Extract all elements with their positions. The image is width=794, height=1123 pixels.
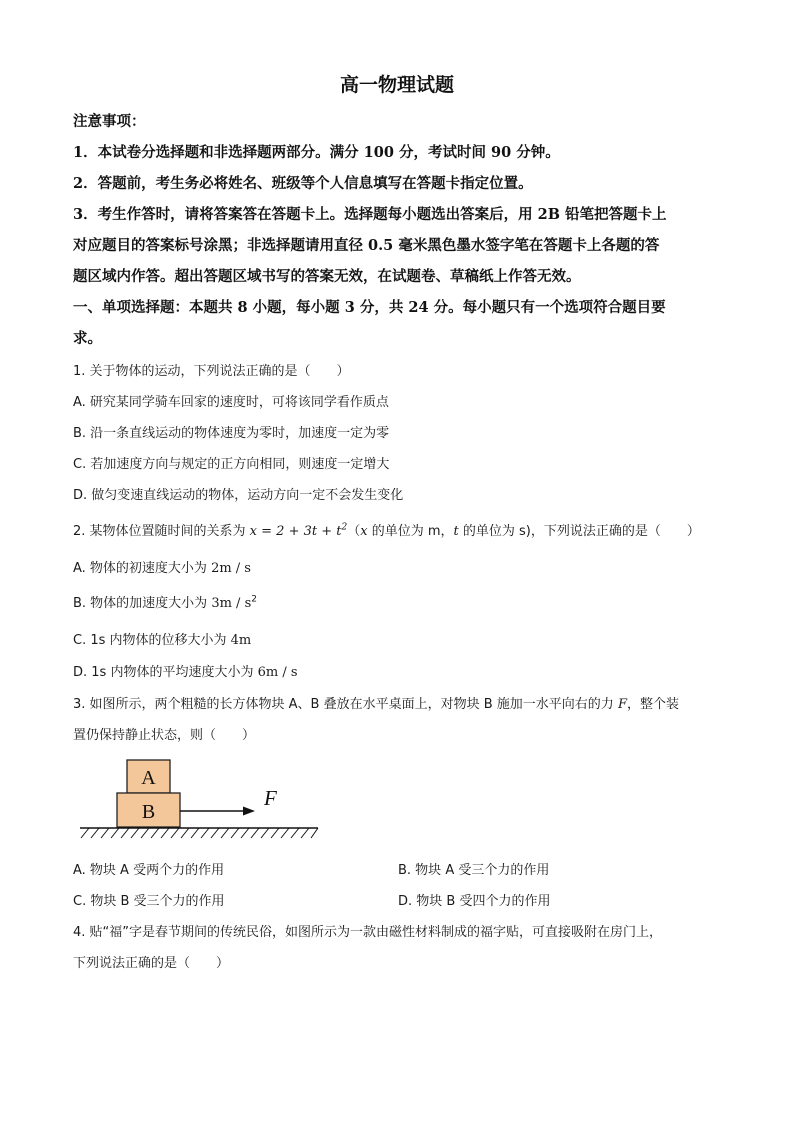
- q2-stem-pre: 2. 某物体位置随时间的关系为: [73, 524, 250, 539]
- section-heading-line-2: 求。: [73, 330, 102, 347]
- q2-var-t: t: [453, 524, 459, 539]
- q2-option-b-exponent: 2: [251, 594, 257, 605]
- block-a-label: A: [141, 767, 156, 789]
- q2-var-x: x: [360, 524, 368, 539]
- q2-option-a: [73, 557, 251, 576]
- q4-stem-line-1: 4. 贴“福”字是春节期间的传统民俗，如图所示为一款由磁性材料制成的福字贴，可直接吸附在房门上，: [73, 925, 663, 940]
- q2-option-d: [73, 661, 298, 680]
- q2-stem-post: 的单位为 s)，下列说法正确的是（ ）: [458, 524, 700, 539]
- q3-stem-line-2: 置仍保持静止状态，则（ ）: [73, 728, 256, 743]
- section-heading-line-1: 一、单项选择题：本题共 8 小题，每小题 3 分，共 24 分。每小题只有一个选项符合题目要: [73, 299, 666, 316]
- notice-item-1: 1．本试卷分选择题和非选择题两部分。满分 100 分，考试时间 90 分钟。: [73, 144, 560, 161]
- page-title: 高一物理试题: [339, 74, 454, 96]
- q2-option-a-unit: 2m / s: [211, 561, 251, 576]
- q2-option-d-text: D. 1s 内物体的平均速度大小为: [73, 665, 258, 680]
- q3-option-d: D. 物块 B 受四个力的作用: [398, 894, 551, 909]
- q3-option-a: A. 物块 A 受两个力的作用: [73, 863, 225, 878]
- q3-stem-line-1-post: ，整个装: [626, 697, 679, 712]
- notice-item-3-line-2: 对应题目的答案标号涂黑；非选择题请用直径 0.5 毫米黑色墨水签字笔在答题卡上各题的答: [73, 237, 660, 254]
- q2-option-c-text: C. 1s 内物体的位移大小为: [73, 633, 231, 648]
- q2-option-d-unit: 6m / s: [257, 665, 298, 680]
- q2-option-c: [73, 629, 251, 648]
- q3-option-b: B. 物块 A 受三个力的作用: [398, 863, 550, 878]
- q3-option-c: C. 物块 B 受三个力的作用: [73, 894, 225, 909]
- q3-figure-blocks: [75, 755, 325, 845]
- q1-option-a: A. 研究某同学骑车回家的速度时，可将该同学看作质点: [73, 395, 389, 410]
- q2-stem-mid2: 的单位为 m，: [367, 524, 454, 539]
- q3-stem-line-1: [73, 693, 679, 712]
- notice-item-2: 2．答题前，考生务必将姓名、班级等个人信息填写在答题卡指定位置。: [73, 175, 533, 192]
- q2-option-c-unit: 4m: [230, 633, 252, 648]
- q3-stem-var-f: F: [617, 697, 627, 712]
- q2-option-a-text: A. 物体的初速度大小为: [73, 561, 212, 576]
- notice-item-3-line-1: 3．考生作答时，请将答案答在答题卡上。选择题每小题选出答案后，用 2B 铅笔把答题卡上: [73, 206, 667, 223]
- q2-formula-exponent: 2: [341, 522, 348, 533]
- q2-formula: [250, 524, 348, 539]
- q2-option-b-text: B. 物体的加速度大小为: [73, 596, 212, 611]
- q2-stem-mid1: （: [347, 524, 361, 539]
- q1-option-b: B. 沿一条直线运动的物体速度为零时，加速度一定为零: [73, 426, 390, 441]
- q1-stem: 1. 关于物体的运动，下列说法正确的是（ ）: [73, 364, 350, 379]
- notice-item-3-line-3: 题区域内作答。超出答题区域书写的答案无效，在试题卷、草稿纸上作答无效。: [73, 268, 581, 285]
- q1-option-c: C. 若加速度方向与规定的正方向相同，则速度一定增大: [73, 457, 390, 472]
- q3-stem-line-1-pre: 3. 如图所示，两个粗糙的长方体物块 A、B 叠放在水平桌面上，对物块 B 施加一水平向右的力: [73, 697, 618, 712]
- q4-stem-line-2: 下列说法正确的是（ ）: [73, 956, 230, 971]
- q2-stem: [73, 520, 700, 539]
- q2-option-b: [73, 592, 257, 611]
- q2-formula-body: x = 2 + 3t + t: [249, 524, 342, 539]
- block-b-label: B: [141, 801, 156, 823]
- force-label: F: [264, 786, 277, 810]
- force-arrow-head: [243, 807, 255, 816]
- q1-option-d: D. 做匀变速直线运动的物体，运动方向一定不会发生变化: [73, 488, 404, 503]
- q2-option-b-unit: 3m / s: [211, 596, 252, 611]
- notice-heading: 注意事项：: [73, 113, 146, 130]
- ground-hatching: [81, 828, 318, 838]
